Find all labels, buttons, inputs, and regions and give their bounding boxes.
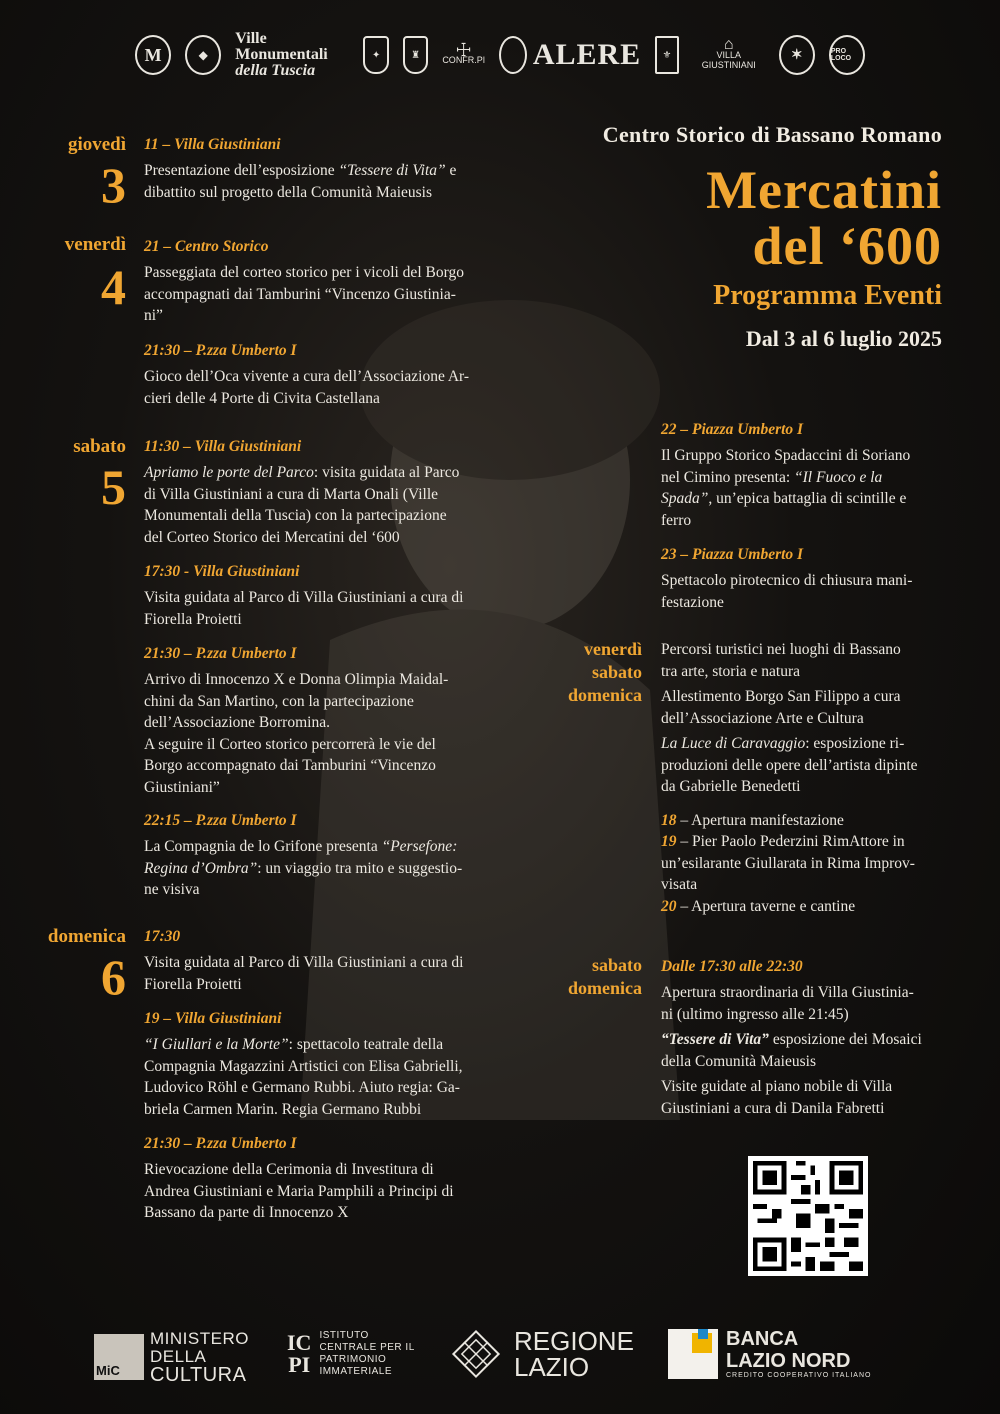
- event-time: 23 – Piazza Umberto I: [661, 546, 804, 563]
- schedule-hour: 18: [661, 811, 677, 829]
- event-time: 22 – Piazza Umberto I: [661, 421, 804, 438]
- desc-text: : esposizione ri-: [805, 735, 905, 752]
- icpi-mark: [287, 1332, 311, 1376]
- day-label-domenica: domenica: [568, 685, 642, 705]
- event-time: 21:30 – P.zza Umberto I: [144, 1135, 297, 1152]
- desc-text: briela Carmen Marin. Regia Germano Rubbi: [144, 1100, 422, 1118]
- desc-text: Fiorella Proietti: [144, 610, 242, 628]
- event-description: [661, 733, 918, 798]
- event-description: [144, 366, 469, 409]
- ville-line1: Ville Monumentali: [235, 30, 328, 63]
- day-name-thursday: giovedì: [67, 134, 126, 155]
- event-time: Dalle 17:30 alle 22:30: [661, 958, 803, 975]
- m-monogram-logo: M: [135, 35, 171, 75]
- heraldic-shield-icon: ⚜: [655, 36, 679, 74]
- event-description: [661, 1029, 922, 1072]
- icpi-line1: ISTITUTO: [319, 1330, 369, 1341]
- desc-text: Spettacolo pirotecnico di chiusura mani-: [661, 572, 913, 589]
- day-number-5: 5: [101, 459, 126, 515]
- desc-text: Visita guidata al Parco di Villa Giustiniani a cura di: [144, 589, 464, 606]
- desc-text: del Corteo Storico dei Mercatini del ‘600: [144, 528, 400, 546]
- title-line2: del ‘600: [752, 216, 942, 276]
- desc-text: Compagnia Magazzini Artistici con Elisa Gabrielli,: [144, 1057, 463, 1075]
- desc-text: Presentazione dell’esposizione: [144, 162, 339, 179]
- ministero-line3: CULTURA: [150, 1364, 247, 1386]
- event-description: [144, 160, 456, 203]
- event-fri-21: [144, 238, 464, 327]
- desc-text: un’esilarante Giullarata in Rima Improv-: [661, 854, 915, 872]
- pro-loco-logo: [829, 35, 865, 75]
- qr-code[interactable]: [748, 1156, 868, 1276]
- desc-text: Giustiniani a cura di Danila Fabretti: [661, 1099, 885, 1117]
- desc-italic: Regina d’Ombra”: [144, 859, 258, 877]
- event-time: 17:30 - Villa Giustiniani: [144, 563, 300, 580]
- event-header: [603, 122, 942, 352]
- event-description: [144, 669, 448, 798]
- desc-text: visata: [661, 876, 698, 893]
- desc-text: dell’Associazione Borromina.: [144, 714, 330, 731]
- multi-day-events-1: [661, 633, 918, 917]
- desc-text: Ludovico Röhl e Germano Rubbi. Aiuto regia: Ga-: [144, 1079, 460, 1096]
- desc-text: Allestimento Borgo San Filippo a cura: [661, 688, 901, 705]
- day-name-friday: venerdì: [64, 234, 126, 255]
- desc-text: festazione: [661, 593, 724, 611]
- desc-text: – Apertura manifestazione: [676, 811, 844, 829]
- desc-text: Rievocazione della Cerimonia di Investitura di: [144, 1161, 434, 1178]
- event-description: [661, 1076, 922, 1119]
- ministero-line2: DELLA: [150, 1347, 207, 1366]
- banca-square-icon: [668, 1329, 718, 1379]
- desc-text: Percorsi turistici nei luoghi di Bassano: [661, 641, 901, 658]
- desc-italic: La Luce di Caravaggio: [661, 735, 806, 752]
- event-description: [144, 262, 464, 327]
- banca-line1: BANCA: [726, 1328, 799, 1350]
- event-sat-2215: [144, 812, 462, 901]
- icpi-mark-line2: PI: [288, 1352, 311, 1377]
- desc-text: A seguire il Corteo storico percorrerà le vie del: [144, 735, 436, 753]
- alere-logo: [499, 36, 641, 74]
- event-description: [144, 1159, 454, 1224]
- regione-lazio-logo: [450, 1328, 634, 1380]
- icpi-line4: IMMATERIALE: [319, 1366, 392, 1377]
- event-time: 21 – Centro Storico: [144, 238, 269, 255]
- desc-text: nel Cimino presenta:: [661, 468, 795, 486]
- desc-text: Andrea Giustiniani e Maria Pamphili a Principi di: [144, 1182, 454, 1200]
- event-time: 21:30 – P.zza Umberto I: [144, 645, 297, 662]
- multi-day-events-2: [661, 958, 922, 1119]
- ville-line2: della Tuscia: [235, 62, 316, 79]
- multi-day-labels-1: [500, 638, 642, 707]
- ministero-cultura-logo: [94, 1330, 249, 1384]
- event-time: 11:30 – Villa Giustiniani: [144, 438, 302, 455]
- desc-text: tra arte, storia e natura: [661, 662, 800, 680]
- banca-lazio-nord-logo: [668, 1328, 871, 1379]
- regione-line1: REGIONE: [514, 1326, 634, 1356]
- desc-text: ni (ultimo ingresso alle 21:45): [661, 1005, 849, 1023]
- location-line: Centro Storico di Bassano Romano: [602, 122, 942, 147]
- event-sat-2130: [144, 645, 448, 798]
- desc-text: chini da San Martino, con la partecipazione: [144, 692, 414, 710]
- desc-italic: “Tessere di Vita”: [338, 162, 446, 179]
- madonna-monogram-logo: ✶: [779, 35, 815, 75]
- desc-text: Visite guidate al piano nobile di Villa: [661, 1078, 893, 1095]
- event-sun-2130: [144, 1135, 454, 1224]
- parish-crest-icon: ♜: [403, 36, 428, 74]
- day-label-sabato: sabato: [591, 662, 642, 682]
- icpi-line2: CENTRALE PER IL: [319, 1342, 415, 1353]
- desc-text: Apertura straordinaria di Villa Giustinia-: [661, 984, 914, 1001]
- desc-text: Il Gruppo Storico Spadaccini di Soriano: [661, 447, 911, 464]
- desc-italic: Apriamo le porte del Parco: [144, 464, 314, 481]
- desc-italic: Spada”: [661, 490, 709, 507]
- desc-text: ne visiva: [144, 881, 200, 898]
- date-range: Dal 3 al 6 luglio 2025: [745, 326, 942, 351]
- desc-text: Arrivo di Innocenzo X e Donna Olimpia Maidal-: [144, 671, 449, 688]
- desc-text: di Villa Giustiniani a cura di Marta Onali (Ville: [144, 485, 439, 503]
- desc-text: Visita guidata al Parco di Villa Giustiniani a cura di: [144, 954, 464, 971]
- event-fri-2130: [144, 342, 469, 409]
- desc-text: Bassano da parte di Innocenzo X: [144, 1204, 349, 1221]
- event-description: [144, 462, 459, 548]
- day-label-sabato: sabato: [591, 955, 642, 975]
- desc-text: ni”: [144, 307, 163, 324]
- mic-badge-label: MiC: [96, 1363, 120, 1378]
- desc-text: esposizione dei Mosaici: [768, 1031, 922, 1048]
- icpi-mark-line1: IC: [287, 1330, 312, 1355]
- desc-text: Fiorella Proietti: [144, 975, 242, 993]
- event-sun-19: [144, 1010, 463, 1120]
- schedule-hour: 19: [661, 833, 677, 850]
- desc-text: : visita guidata al Parco: [313, 464, 460, 481]
- desc-text: – Pier Paolo Pederzini RimAttore in: [676, 833, 905, 850]
- desc-text: – Apertura taverne e cantine: [676, 897, 856, 915]
- day-number-6: 6: [101, 949, 126, 1005]
- event-thu-11: [144, 136, 456, 203]
- alere-leaf-icon: [499, 36, 527, 74]
- desc-text: : un viaggio tra mito e suggestio-: [257, 859, 463, 877]
- bottom-logo-bar: [92, 1326, 872, 1386]
- desc-italic: “Persefone:: [381, 838, 458, 855]
- desc-text: , un’epica battaglia di scintille e: [708, 490, 907, 507]
- icpi-logo: [287, 1330, 415, 1378]
- pro-loco-label: PRO LOCO: [830, 48, 852, 62]
- villa-giustiniani-label: VILLA GIUSTINIANI: [701, 50, 756, 70]
- schedule-list: [661, 810, 918, 918]
- event-time: 22:15 – P.zza Umberto I: [144, 812, 297, 829]
- icpi-line3: PATRIMONIO: [319, 1354, 387, 1365]
- municipal-crest-icon: ✦: [363, 36, 388, 74]
- event-description: [144, 836, 462, 901]
- ville-monumentali-logo: [235, 31, 349, 79]
- desc-text: produzioni delle opere dell’artista dipinte: [661, 756, 918, 774]
- desc-text: : spettacolo teatrale della: [288, 1036, 444, 1053]
- event-sat-1130: [144, 438, 459, 548]
- event-description: [661, 445, 910, 531]
- confraternita-label: CONFR.Pl: [442, 55, 485, 65]
- desc-text: da Gabrielle Benedetti: [661, 778, 801, 795]
- desc-text: La Compagnia de lo Grifone presenta: [144, 838, 382, 855]
- desc-italic: “I Giullari e la Morte”: [144, 1036, 289, 1053]
- event-sat-22: [661, 421, 910, 531]
- desc-text: Gioco dell’Oca vivente a cura dell’Associazione Ar-: [144, 368, 470, 385]
- day-name-saturday: sabato: [73, 436, 126, 457]
- desc-text: e: [445, 162, 457, 179]
- event-sat-1730: [144, 563, 463, 630]
- desc-text: Monumentali della Tuscia) con la partecipazione: [144, 507, 447, 524]
- day-number-3: 3: [101, 157, 126, 213]
- desc-text: accompagnati dai Tamburini “Vincenzo Giustinia-: [144, 285, 456, 303]
- day-label-domenica: domenica: [568, 978, 642, 998]
- event-time: 19 – Villa Giustiniani: [144, 1010, 282, 1027]
- desc-text: della Comunità Maieusis: [661, 1052, 816, 1070]
- villa-building-icon: ⌂: [723, 36, 734, 53]
- regione-line2: LAZIO: [514, 1352, 590, 1382]
- multi-day-labels-2: [500, 954, 642, 1000]
- day-name-sunday: domenica: [47, 926, 126, 947]
- title-line1: Mercatini: [706, 160, 942, 220]
- desc-text: Borgo accompagnato dai Tamburini “Vincenzo: [144, 757, 436, 774]
- desc-text: dell’Associazione Arte e Cultura: [661, 709, 864, 727]
- event-time: 21:30 – P.zza Umberto I: [144, 342, 297, 359]
- top-logo-bar: [135, 30, 865, 80]
- banca-line2: LAZIO NORD: [726, 1350, 851, 1372]
- confraternita-emblem-icon: ☩: [455, 40, 472, 60]
- villa-giustiniani-logo: [693, 36, 765, 70]
- subtitle: Programma Eventi: [713, 280, 942, 311]
- desc-text: dibattito sul progetto della Comunità Maieusis: [144, 183, 433, 201]
- event-description: [144, 1034, 463, 1120]
- event-time: 11 – Villa Giustiniani: [144, 136, 281, 153]
- mic-badge-icon: [94, 1334, 144, 1380]
- desc-text: Passeggiata del corteo storico per i vicoli del Borgo: [144, 264, 464, 281]
- desc-text: cieri delle 4 Porte di Civita Castellana: [144, 389, 380, 407]
- event-sat-23: [661, 546, 912, 613]
- desc-text: ferro: [661, 511, 692, 529]
- confraternita-logo: [442, 40, 485, 65]
- desc-text: Giustiniani”: [144, 778, 220, 796]
- desc-italic: “Tessere di Vita”: [661, 1031, 769, 1048]
- day-number-4: 4: [101, 259, 126, 315]
- day-label-venerdi: venerdì: [584, 639, 642, 659]
- event-description: [661, 570, 912, 613]
- event-description: [144, 587, 463, 630]
- regione-lazio-emblem-icon: [450, 1328, 502, 1380]
- desc-italic: “Il Fuoco e la: [794, 468, 883, 486]
- banca-subtitle: CREDITO COOPERATIVO ITALIANO: [726, 1372, 872, 1379]
- event-description: [144, 952, 463, 995]
- schedule-hour: 20: [661, 897, 677, 915]
- event-description: [661, 982, 922, 1025]
- ministero-line1: MINISTERO: [150, 1329, 249, 1348]
- event-time: 17:30: [144, 928, 181, 945]
- event-sun-1730: [144, 928, 463, 995]
- tuscia-map-logo: ◆: [185, 35, 221, 75]
- event-description: [661, 639, 918, 682]
- alere-label: ALERE: [532, 38, 642, 71]
- event-description: [661, 686, 918, 729]
